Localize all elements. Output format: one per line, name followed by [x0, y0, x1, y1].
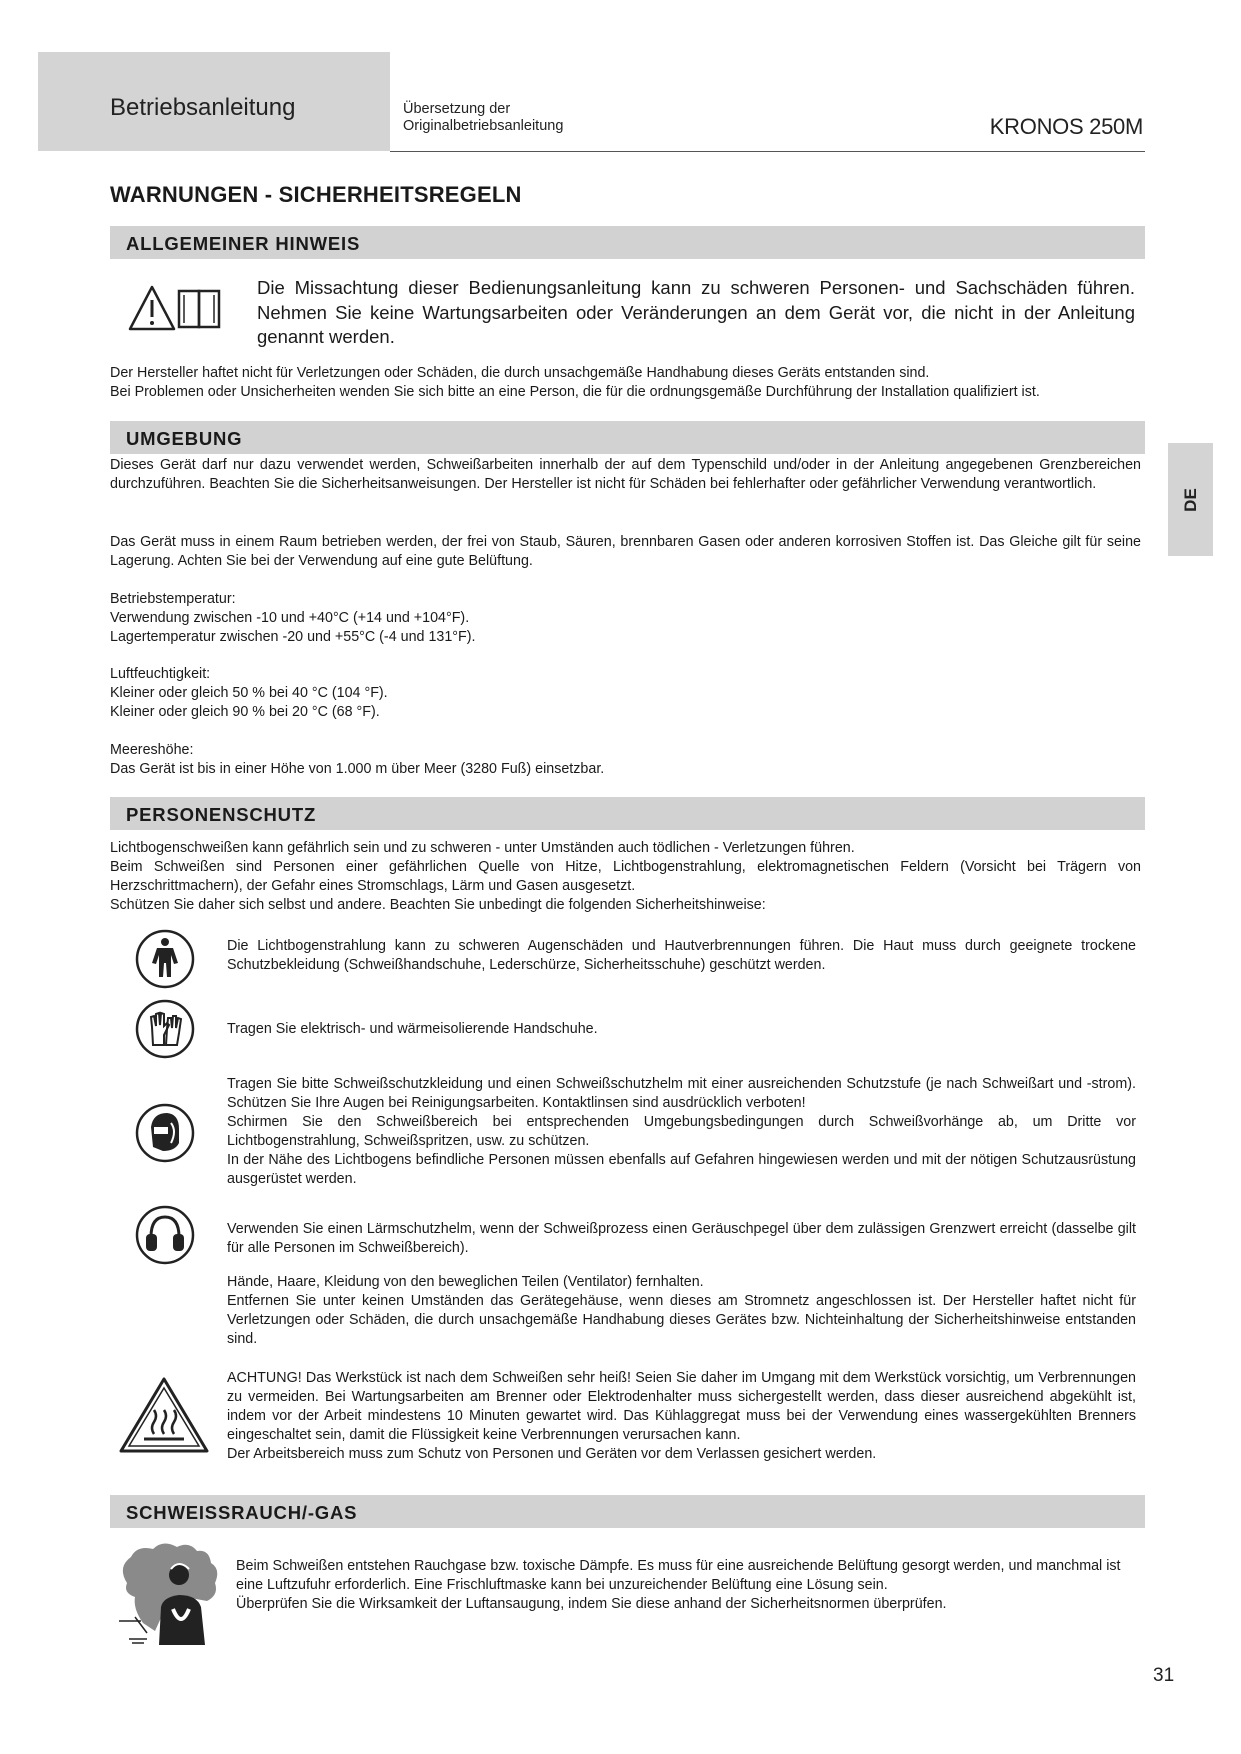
hot-workpiece-text-2: Der Arbeitsbereich muss zum Schutz von Personen und Geräten vor dem Verlassen gesichert werden.	[227, 1446, 877, 1462]
ear-protection-icon	[135, 1205, 195, 1265]
header-rule	[390, 151, 1145, 152]
humidity-line1: Kleiner oder gleich 50 % bei 40 °C (104 °F).	[110, 685, 388, 701]
welding-fumes-icon	[115, 1539, 227, 1647]
protection-intro-line3: Schützen Sie daher sich selbst und andere. Beachten Sie unbedingt die folgenden Sicherheitshinweise:	[110, 897, 766, 913]
hot-surface-icon	[118, 1376, 210, 1454]
ear-protection-text: Verwenden Sie einen Lärmschutzhelm, wenn der Schweißprozess einen Geräuschpegel über dem zulässigen Grenzwert erreicht (dasselbe gilt für alle Personen im Schweißbereich).	[227, 1221, 1136, 1256]
moving-parts-text-1: Hände, Haare, Kleidung von den beweglichen Teilen (Ventilator) fernhalten.	[227, 1274, 704, 1290]
fumes-text-block	[236, 1557, 1136, 1614]
manufacturer-liability: Der Hersteller haftet nicht für Verletzungen oder Schäden, die durch unsachgemäße Handhabung dieses Geräts entstanden sind.	[110, 365, 930, 381]
qualified-person-note: Bei Problemen oder Unsicherheiten wenden Sie sich bitte an eine Person, die für die ordnungsgemäße Durchführung der Installation qualifiziert ist.	[110, 384, 1040, 400]
humidity-line2: Kleiner oder gleich 90 % bei 20 °C (68 °F).	[110, 704, 380, 720]
temperature-use: Verwendung zwischen -10 und +40°C (+14 und +104°F).	[110, 610, 470, 626]
language-tab-label: DE	[1180, 487, 1200, 512]
translation-note	[403, 101, 643, 135]
humidity-block	[110, 665, 910, 722]
protection-intro-line1: Lichtbogenschweißen kann gefährlich sein und zu schweren - unter Umständen auch tödlichen - Verletzungen führen.	[110, 840, 855, 856]
language-tab	[1168, 443, 1213, 556]
altitude-text: Das Gerät ist bis in einer Höhe von 1.000 m über Meer (3280 Fuß) einsetzbar.	[110, 761, 605, 777]
fumes-text-1: Beim Schweißen entstehen Rauchgase bzw. toxische Dämpfe. Es muss für eine ausreichende Belüftung gesorgt werden, und manchmal ist eine Luftzufuhr erforderlich. Eine Frischluftmaske kann bei unzureichender Belüftung eine Lösung sein.	[236, 1558, 1121, 1593]
welding-helmet-icon	[135, 1103, 195, 1163]
temperature-label: Betriebstemperatur:	[110, 591, 236, 607]
model-name: KRONOS 250M	[989, 114, 1143, 139]
document-type-title: Betriebsanleitung	[110, 94, 296, 121]
section-header-environment	[110, 421, 1145, 454]
gloves-text: Tragen Sie elektrisch- und wärmeisolierende Handschuhe.	[227, 1021, 598, 1037]
hot-workpiece-block	[227, 1369, 1136, 1464]
gloves-icon	[135, 999, 195, 1059]
section-heading: UMGEBUNG	[126, 428, 243, 449]
temperature-storage: Lagertemperatur zwischen -20 und +55°C (-4 und 131°F).	[110, 629, 476, 645]
environment-room-text: Das Gerät muss in einem Raum betrieben werden, der frei von Staub, Säuren, brennbaren Gasen oder anderen korrosiven Stoffen ist. Das Gleiche gilt für seine Lagerung. Achten Sie bei der Verwendung auf eine gute Belüftung.	[110, 534, 1141, 569]
protective-clothing-text: Die Lichtbogenstrahlung kann zu schweren Augenschäden und Hautverbrennungen führen. Die Haut muss durch geeignete trockene Schutzbekleidung (Schweißhandschuhe, Lederschürze, Sicherheitsschuhe) geschützt werden.	[227, 938, 1136, 973]
helmet-text-1: Tragen Sie bitte Schweißschutzkleidung und einen Schweißschutzhelm mit einer ausreichenden Schutzstufe (je nach Schweißart und -strom). Schützen Sie Ihre Augen bei Reinigungsarbeiten. Kontaktlinsen sind ausdrücklich verboten!	[227, 1076, 1136, 1111]
helmet-text-3: In der Nähe des Lichtbogens befindliche Personen müssen ebenfalls auf Gefahren hingewiesen werden und mit der nötigen Schutzausrüstung ausgerüstet werden.	[227, 1152, 1136, 1187]
section-heading: ALLGEMEINER HINWEIS	[126, 233, 361, 254]
moving-parts-block	[227, 1273, 1136, 1349]
humidity-label: Luftfeuchtigkeit:	[110, 666, 211, 682]
moving-parts-text-2: Entfernen Sie unter keinen Umständen das Gerätegehäuse, wenn dieses am Stromnetz angeschlossen ist. Der Hersteller haftet nicht für Verletzungen oder Schäden, die durch unsachgemäße Handhabung dieses Gerätes bzw. Nichteinhaltung der Sicherheitshinweise entstanden sind.	[227, 1293, 1136, 1347]
translation-note-line2: Originalbetriebsanleitung	[403, 118, 564, 134]
page-title: WARNUNGEN - SICHERHEITSREGELN	[110, 182, 522, 207]
warning-manual-icon	[128, 283, 228, 335]
altitude-block	[110, 741, 910, 779]
altitude-label: Meereshöhe:	[110, 742, 194, 758]
protection-intro-line2: Beim Schweißen sind Personen einer gefährlichen Quelle von Hitze, Lichtbogenstrahlung, elektromagnetischen Feldern (Vorsicht bei Trägern von Herzschrittmachern), der Gefahr eines Stromschlags, Lärm und Gasen ausgesetzt.	[110, 859, 1141, 894]
protection-intro	[110, 839, 1141, 915]
section-header-general	[110, 226, 1145, 259]
section-heading: PERSONENSCHUTZ	[126, 804, 317, 825]
page-number: 31	[1153, 1665, 1175, 1686]
temperature-block	[110, 590, 910, 647]
fumes-text-2: Überprüfen Sie die Wirksamkeit der Luftansaugung, indem Sie diese anhand der Sicherheitsnormen überprüfen.	[236, 1596, 947, 1612]
section-header-fumes	[110, 1495, 1145, 1528]
translation-note-line1: Übersetzung der	[403, 101, 511, 117]
helmet-text-2: Schirmen Sie den Schweißbereich bei entsprechenden Umgebungsbedingungen durch Schweißvorhänge ab, um Dritte vor Lichtbogenstrahlung, Schweißspritzen, usw. zu schützen.	[227, 1114, 1136, 1149]
environment-usage-text: Dieses Gerät darf nur dazu verwendet werden, Schweißarbeiten innerhalb der auf dem Typenschild und/oder in der Anleitung angegebenen Grenzbereichen durchzuführen. Beachten Sie die Sicherheitsanweisungen. Der Hersteller ist nicht für Schäden bei fehlerhafter oder gefährlicher Verwendung verantwortlich.	[110, 457, 1141, 492]
section-heading: SCHWEISSRAUCH/-GAS	[126, 1502, 358, 1523]
helmet-text-block	[227, 1075, 1136, 1189]
general-warning-text: Die Missachtung dieser Bedienungsanleitung kann zu schweren Personen- und Sachschäden führen. Nehmen Sie keine Wartungsarbeiten oder Veränderungen an dem Gerät vor, die nicht in der Anleitung genannt werden.	[257, 277, 1135, 347]
hot-workpiece-text-1: ACHTUNG! Das Werkstück ist nach dem Schweißen sehr heiß! Seien Sie daher im Umgang mit dem Werkstück vorsichtig, um Verbrennungen zu vermeiden. Bei Wartungsarbeiten am Brenner oder Elektrodenhalter muss sichergestellt werden, dass dieser ausreichend abgekühlt ist, indem vor der Arbeit mindestens 10 Minuten gewartet wird. Das Kühlaggregat muss bei der Verwendung eines wassergekühlten Brenners eingeschaltet sein, damit die Flüssigkeit keine Verbrennungen verursachen kann.	[227, 1370, 1136, 1443]
section-header-protection	[110, 797, 1145, 830]
protective-clothing-icon	[135, 929, 195, 989]
